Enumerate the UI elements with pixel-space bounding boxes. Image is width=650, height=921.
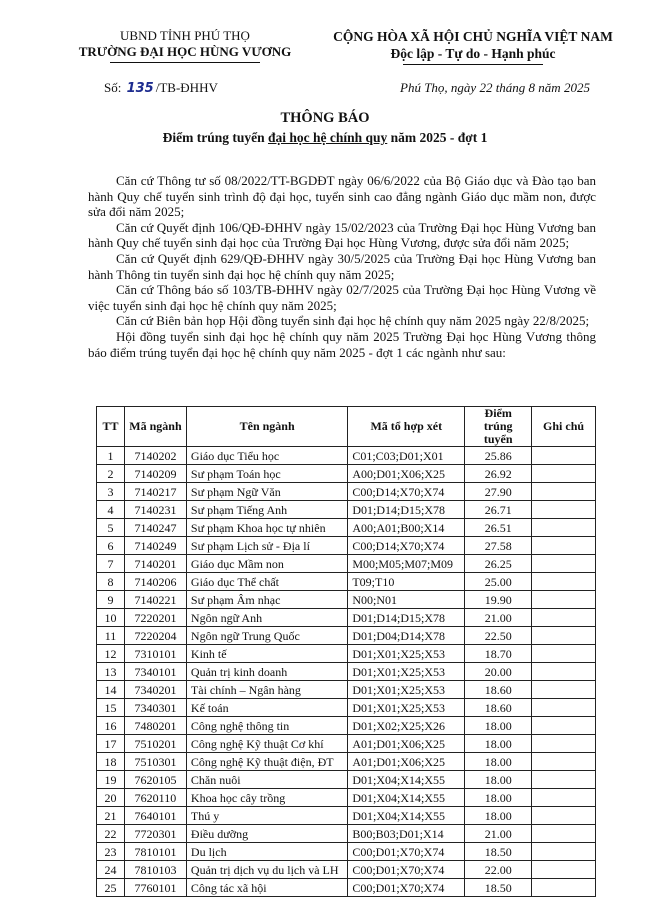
cell-name: Du lịch <box>186 843 347 861</box>
issue-date: Phú Thọ, ngày 22 tháng 8 năm 2025 <box>400 80 590 95</box>
cell-note <box>532 501 596 519</box>
cell-name: Giáo dục Tiểu học <box>186 447 347 465</box>
paragraph: Căn cứ Quyết định 106/QĐ-ĐHHV ngày 15/02/2023 của Trường Đại học Hùng Vương ban hành Quy chế tuyển sinh đại học của Trường Đại học Hùng Vương, được sửa đổi năm 2025; <box>88 219 596 251</box>
table-row <box>97 735 596 753</box>
cell-combo: D01;X01;X25;X53 <box>348 645 465 663</box>
col-header-code: Mã ngành <box>124 407 186 447</box>
table-row <box>97 843 596 861</box>
cell-note <box>532 861 596 879</box>
cell-note <box>532 735 596 753</box>
table-row <box>97 555 596 573</box>
cell-code: 7220204 <box>124 627 186 645</box>
cell-code: 7340101 <box>124 663 186 681</box>
notice-subtitle <box>0 130 650 146</box>
admission-score-table <box>96 406 596 897</box>
cell-note <box>532 771 596 789</box>
cell-combo: D01;X04;X14;X55 <box>348 771 465 789</box>
cell-score: 26.92 <box>465 465 532 483</box>
cell-tt: 23 <box>97 843 125 861</box>
cell-combo: C00;D01;X70;X74 <box>348 843 465 861</box>
table-row <box>97 879 596 897</box>
cell-combo: C00;D01;X70;X74 <box>348 879 465 897</box>
table-body <box>97 447 596 897</box>
cell-note <box>532 627 596 645</box>
cell-score: 22.00 <box>465 861 532 879</box>
cell-code: 7760101 <box>124 879 186 897</box>
table-row <box>97 501 596 519</box>
document-number-suffix: /TB-ĐHHV <box>155 80 218 95</box>
cell-tt: 14 <box>97 681 125 699</box>
cell-code: 7510301 <box>124 753 186 771</box>
cell-score: 18.70 <box>465 645 532 663</box>
cell-name: Công tác xã hội <box>186 879 347 897</box>
col-header-name: Tên ngành <box>186 407 347 447</box>
cell-name: Giáo dục Mầm non <box>186 555 347 573</box>
cell-code: 7140249 <box>124 537 186 555</box>
cell-note <box>532 537 596 555</box>
cell-score: 27.58 <box>465 537 532 555</box>
cell-note <box>532 663 596 681</box>
cell-note <box>532 807 596 825</box>
table-row <box>97 609 596 627</box>
table-row <box>97 483 596 501</box>
paragraph: Căn cứ Thông báo số 103/TB-ĐHHV ngày 02/7/2025 của Trường Đại học Hùng Vương về việc tuyển sinh đại học hệ chính quy năm 2025; <box>88 282 596 313</box>
paragraph: Hội đồng tuyển sinh đại học hệ chính quy năm 2025 Trường Đại học Hùng Vương thông báo điểm trúng tuyển đại học hệ chính quy năm 2025 - đợt 1 các ngành như sau: <box>88 328 596 360</box>
cell-combo: D01;X04;X14;X55 <box>348 807 465 825</box>
cell-score: 21.00 <box>465 609 532 627</box>
cell-code: 7620110 <box>124 789 186 807</box>
cell-tt: 1 <box>97 447 125 465</box>
cell-note <box>532 609 596 627</box>
cell-note <box>532 789 596 807</box>
cell-combo: D01;X01;X25;X53 <box>348 681 465 699</box>
cell-combo: B00;B03;D01;X14 <box>348 825 465 843</box>
cell-tt: 21 <box>97 807 125 825</box>
cell-note <box>532 591 596 609</box>
cell-tt: 4 <box>97 501 125 519</box>
cell-score: 22.50 <box>465 627 532 645</box>
cell-tt: 7 <box>97 555 125 573</box>
cell-combo: D01;X01;X25;X53 <box>348 699 465 717</box>
cell-note <box>532 825 596 843</box>
cell-combo: C00;D01;X70;X74 <box>348 861 465 879</box>
cell-tt: 13 <box>97 663 125 681</box>
table-row <box>97 825 596 843</box>
cell-note <box>532 645 596 663</box>
cell-combo: C01;C03;D01;X01 <box>348 447 465 465</box>
cell-note <box>532 879 596 897</box>
cell-combo: D01;D14;D15;X78 <box>348 501 465 519</box>
cell-code: 7720301 <box>124 825 186 843</box>
cell-name: Khoa học cây trồng <box>186 789 347 807</box>
cell-score: 19.90 <box>465 591 532 609</box>
national-heading <box>318 28 628 65</box>
cell-tt: 3 <box>97 483 125 501</box>
cell-tt: 22 <box>97 825 125 843</box>
cell-name: Sư phạm Lịch sử - Địa lí <box>186 537 347 555</box>
paragraph: Căn cứ Quyết định 629/QĐ-ĐHHV ngày 30/5/2025 của Trường Đại học Hùng Vương ban hành Thông tin tuyển sinh đại học hệ chính quy năm 2025; <box>88 250 596 282</box>
col-header-combo: Mã tổ hợp xét <box>348 407 465 447</box>
cell-name: Giáo dục Thể chất <box>186 573 347 591</box>
cell-combo: M00;M05;M07;M09 <box>348 555 465 573</box>
cell-code: 7810103 <box>124 861 186 879</box>
cell-name: Sư phạm Khoa học tự nhiên <box>186 519 347 537</box>
cell-name: Công nghệ Kỹ thuật điện, ĐT <box>186 753 347 771</box>
cell-note <box>532 573 596 591</box>
cell-code: 7340301 <box>124 699 186 717</box>
cell-combo: T09;T10 <box>348 573 465 591</box>
cell-name: Sư phạm Âm nhạc <box>186 591 347 609</box>
table-row <box>97 861 596 879</box>
cell-code: 7480201 <box>124 717 186 735</box>
cell-code: 7140206 <box>124 573 186 591</box>
table-row <box>97 681 596 699</box>
cell-note <box>532 555 596 573</box>
cell-name: Sư phạm Ngữ Văn <box>186 483 347 501</box>
cell-name: Quản trị kinh doanh <box>186 663 347 681</box>
cell-name: Công nghệ thông tin <box>186 717 347 735</box>
cell-score: 18.00 <box>465 717 532 735</box>
cell-combo: A01;D01;X06;X25 <box>348 753 465 771</box>
document-number <box>104 80 218 96</box>
table-row <box>97 645 596 663</box>
cell-score: 18.60 <box>465 681 532 699</box>
cell-score: 18.00 <box>465 807 532 825</box>
school-name: TRƯỜNG ĐẠI HỌC HÙNG VƯƠNG <box>78 44 292 59</box>
table-row <box>97 537 596 555</box>
cell-tt: 11 <box>97 627 125 645</box>
cell-score: 26.51 <box>465 519 532 537</box>
cell-code: 7140201 <box>124 555 186 573</box>
subtitle-part-2: đại học hệ chính quy <box>267 130 388 145</box>
paragraph: Căn cứ Biên bản họp Hội đồng tuyển sinh đại học hệ chính quy năm 2025 ngày 22/8/2025; <box>116 313 590 329</box>
cell-tt: 5 <box>97 519 125 537</box>
cell-note <box>532 681 596 699</box>
cell-code: 7340201 <box>124 681 186 699</box>
table-row <box>97 807 596 825</box>
cell-tt: 10 <box>97 609 125 627</box>
cell-code: 7140247 <box>124 519 186 537</box>
cell-name: Ngôn ngữ Trung Quốc <box>186 627 347 645</box>
cell-combo: C00;D14;X70;X74 <box>348 483 465 501</box>
cell-note <box>532 843 596 861</box>
col-header-tt: TT <box>97 407 125 447</box>
cell-tt: 19 <box>97 771 125 789</box>
cell-score: 26.71 <box>465 501 532 519</box>
issuer-underline <box>110 62 260 63</box>
cell-tt: 25 <box>97 879 125 897</box>
cell-name: Kế toán <box>186 699 347 717</box>
table-row <box>97 789 596 807</box>
cell-score: 18.50 <box>465 843 532 861</box>
table-row <box>97 447 596 465</box>
cell-tt: 16 <box>97 717 125 735</box>
cell-score: 18.60 <box>465 699 532 717</box>
col-header-note: Ghi chú <box>532 407 596 447</box>
agency-name: UBND TỈNH PHÚ THỌ <box>120 28 250 43</box>
cell-combo: D01;X04;X14;X55 <box>348 789 465 807</box>
cell-code: 7620105 <box>124 771 186 789</box>
cell-code: 7310101 <box>124 645 186 663</box>
cell-code: 7140231 <box>124 501 186 519</box>
cell-tt: 17 <box>97 735 125 753</box>
cell-code: 7510201 <box>124 735 186 753</box>
cell-code: 7220201 <box>124 609 186 627</box>
table-row <box>97 771 596 789</box>
table-header-row <box>97 407 596 447</box>
cell-tt: 15 <box>97 699 125 717</box>
cell-score: 25.86 <box>465 447 532 465</box>
cell-tt: 12 <box>97 645 125 663</box>
cell-combo: D01;X01;X25;X53 <box>348 663 465 681</box>
cell-tt: 8 <box>97 573 125 591</box>
cell-code: 7140209 <box>124 465 186 483</box>
cell-combo: A01;D01;X06;X25 <box>348 735 465 753</box>
document-number-handwritten: 135 <box>126 81 154 96</box>
subtitle-part-1: Điểm trúng tuyển <box>162 130 268 145</box>
cell-note <box>532 465 596 483</box>
cell-note <box>532 447 596 465</box>
cell-note <box>532 717 596 735</box>
cell-combo: D01;D04;D14;X78 <box>348 627 465 645</box>
cell-note <box>532 519 596 537</box>
cell-score: 18.50 <box>465 879 532 897</box>
cell-combo: A00;D01;X06;X25 <box>348 465 465 483</box>
national-motto: Độc lập - Tự do - Hạnh phúc <box>390 46 556 61</box>
cell-score: 18.00 <box>465 735 532 753</box>
cell-name: Điều dưỡng <box>186 825 347 843</box>
cell-score: 26.25 <box>465 555 532 573</box>
table-row <box>97 699 596 717</box>
cell-note <box>532 483 596 501</box>
issuer-block <box>60 28 310 63</box>
cell-note <box>532 753 596 771</box>
cell-combo: N00;N01 <box>348 591 465 609</box>
document-number-prefix: Số: <box>104 80 122 95</box>
cell-note <box>532 699 596 717</box>
cell-score: 20.00 <box>465 663 532 681</box>
cell-tt: 9 <box>97 591 125 609</box>
cell-score: 18.00 <box>465 789 532 807</box>
cell-code: 7140202 <box>124 447 186 465</box>
cell-name: Công nghệ Kỹ thuật Cơ khí <box>186 735 347 753</box>
paragraph: Căn cứ Thông tư số 08/2022/TT-BGDĐT ngày 06/6/2022 của Bộ Giáo dục và Đào tạo ban hành Quy chế tuyển sinh trình độ đại học, tuyển sinh cao đẳng ngành Giáo dục mầm non, được sửa đổi năm 2025; <box>88 173 596 220</box>
cell-name: Quản trị dịch vụ du lịch và LH <box>186 861 347 879</box>
col-header-score: Điểm trúng tuyển <box>465 407 532 447</box>
cell-score: 27.90 <box>465 483 532 501</box>
nation-name: CỘNG HÒA XÃ HỘI CHỦ NGHĨA VIỆT NAM <box>333 29 613 44</box>
cell-score: 25.00 <box>465 573 532 591</box>
cell-name: Chăn nuôi <box>186 771 347 789</box>
table-row <box>97 717 596 735</box>
table-row <box>97 519 596 537</box>
cell-code: 7140217 <box>124 483 186 501</box>
cell-score: 21.00 <box>465 825 532 843</box>
table-row <box>97 753 596 771</box>
notice-body <box>88 173 596 360</box>
table-row <box>97 591 596 609</box>
cell-combo: A00;A01;B00;X14 <box>348 519 465 537</box>
cell-code: 7810101 <box>124 843 186 861</box>
cell-name: Sư phạm Toán học <box>186 465 347 483</box>
cell-name: Thú y <box>186 807 347 825</box>
notice-title: THÔNG BÁO <box>280 110 370 126</box>
cell-name: Ngôn ngữ Anh <box>186 609 347 627</box>
table-row <box>97 573 596 591</box>
cell-tt: 2 <box>97 465 125 483</box>
cell-name: Sư phạm Tiếng Anh <box>186 501 347 519</box>
cell-combo: C00;D14;X70;X74 <box>348 537 465 555</box>
table-row <box>97 465 596 483</box>
cell-combo: D01;D14;D15;X78 <box>348 609 465 627</box>
cell-code: 7140221 <box>124 591 186 609</box>
cell-combo: D01;X02;X25;X26 <box>348 717 465 735</box>
cell-tt: 6 <box>97 537 125 555</box>
table-row <box>97 663 596 681</box>
cell-name: Kinh tế <box>186 645 347 663</box>
cell-score: 18.00 <box>465 753 532 771</box>
cell-code: 7640101 <box>124 807 186 825</box>
cell-tt: 20 <box>97 789 125 807</box>
cell-name: Tài chính – Ngân hàng <box>186 681 347 699</box>
table-row <box>97 627 596 645</box>
cell-tt: 18 <box>97 753 125 771</box>
subtitle-part-3: năm 2025 - đợt 1 <box>387 130 488 145</box>
cell-tt: 24 <box>97 861 125 879</box>
motto-underline <box>403 64 543 65</box>
cell-score: 18.00 <box>465 771 532 789</box>
